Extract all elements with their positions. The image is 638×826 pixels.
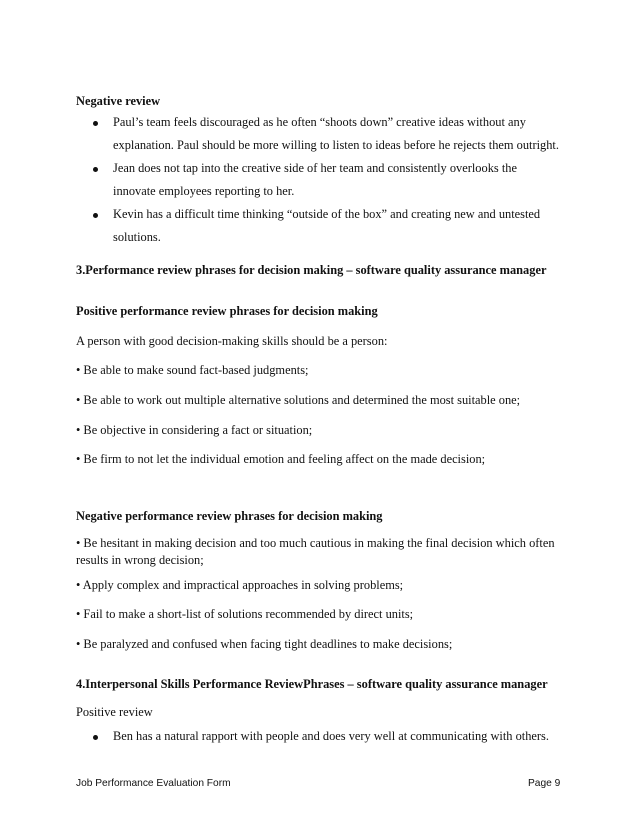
negative-item-4: • Be paralyzed and confused when facing tight deadlines to make decisions;	[76, 637, 453, 651]
footer-title: Job Performance Evaluation Form	[76, 778, 231, 789]
positive-item-2: • Be able to work out multiple alternative solutions and determined the most suitable one;	[76, 393, 521, 407]
positive-item-3: • Be objective in considering a fact or situation;	[76, 423, 313, 437]
positive-item-1: • Be able to make sound fact-based judgments;	[76, 363, 309, 377]
decision-making-intro: A person with good decision-making skills should be a person:	[76, 334, 388, 348]
negative-review-item-3-line-1: Kevin has a difficult time thinking “outside of the box” and creating new and untested	[113, 207, 541, 221]
footer-page-number: Page 9	[528, 778, 561, 789]
negative-item-1-line-2: results in wrong decision;	[76, 553, 204, 567]
negative-review-item-1-line-2: explanation. Paul should be more willing to listen to ideas before he rejects them outright.	[113, 138, 559, 152]
bullet-icon	[93, 735, 98, 740]
section-3-heading: 3.Performance review phrases for decision making – software quality assurance manager	[76, 263, 547, 277]
negative-review-item-3-line-2: solutions.	[113, 230, 161, 244]
interpersonal-item-1: Ben has a natural rapport with people and does very well at communicating with others.	[113, 729, 549, 743]
bullet-icon	[93, 213, 98, 218]
positive-phrases-heading: Positive performance review phrases for decision making	[76, 304, 378, 318]
negative-review-item-2-line-1: Jean does not tap into the creative side of her team and consistently overlooks the	[113, 161, 517, 175]
negative-phrases-heading: Negative performance review phrases for decision making	[76, 509, 383, 523]
negative-review-heading: Negative review	[76, 94, 161, 108]
negative-review-item-1-line-1: Paul’s team feels discouraged as he often “shoots down” creative ideas without any	[113, 115, 526, 129]
negative-review-item-2-line-2: innovate employees reporting to her.	[113, 184, 295, 198]
positive-review-label: Positive review	[76, 705, 153, 719]
negative-item-1-line-1: • Be hesitant in making decision and too much cautious in making the final decision which often	[76, 536, 555, 550]
bullet-icon	[93, 167, 98, 172]
negative-item-3: • Fail to make a short-list of solutions recommended by direct units;	[76, 607, 414, 621]
positive-item-4: • Be firm to not let the individual emotion and feeling affect on the made decision;	[76, 452, 486, 466]
section-4-heading: 4.Interpersonal Skills Performance ReviewPhrases – software quality assurance manager	[76, 677, 548, 691]
bullet-icon	[93, 121, 98, 126]
negative-item-2: • Apply complex and impractical approaches in solving problems;	[76, 578, 404, 592]
